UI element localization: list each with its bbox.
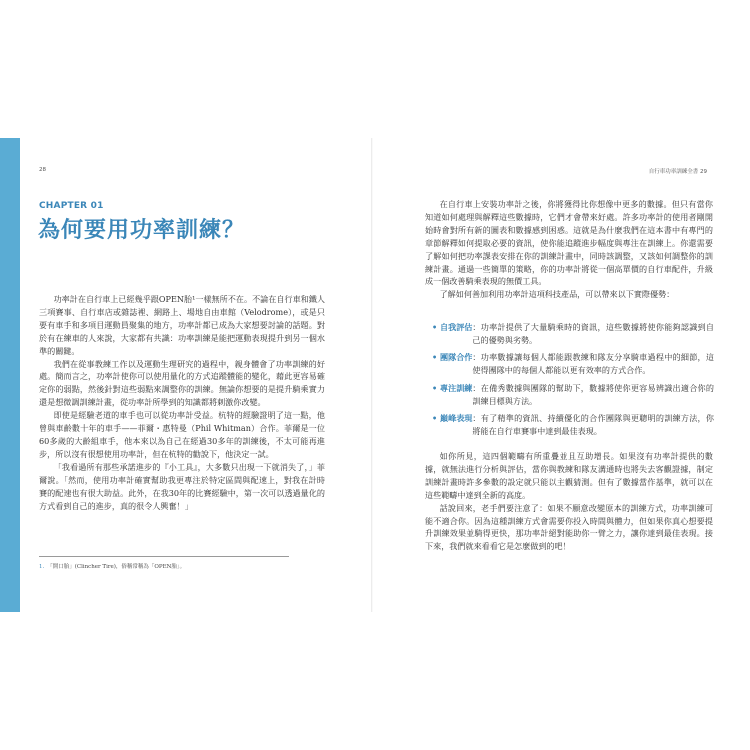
body-paragraph: 話說回來，老手們要注意了：如果不願意改變原本的訓練方式，功率訓練可能不適合你。因為這種訓練方式會需要你投入時間與體力，但如果你真心想要提升訓練效果並騎得更快，那功率計絕對能助你一臂之力，讓你達到最佳表現。接下來，我們就來看看它是怎麼做到的吧！: [425, 502, 713, 552]
list-item-term: 團隊合作: [440, 352, 473, 363]
body-paragraph: 功率計在自行車上已經幾乎跟OPEN胎¹一樣無所不在。不論在自行車和鐵人三項賽事、自行車店或雜誌裡、網路上、場地自由車館（Velodrome），或是只要有車手和多項目運動員聚集的地方，功率計都已成為大家想要討論的話題。對於有在練車的人來說，大家都有共識：功率訓練是能把運動表現提升到另一個水準的關鍵。: [39, 294, 325, 356]
bullet-icon: •: [432, 322, 438, 332]
left-body-text: [39, 293, 325, 512]
footnote-text: 「開口胎」(Clincher Tire)，俗稱常稱為「OPEN胎」。: [47, 564, 186, 570]
body-paragraph: 在自行車上安裝功率計之後，你將獲得比你想像中更多的數據。但只有當你知道如何處理與解釋這些數據時，它們才會帶來好處。許多功率計的使用者剛開始時會對所有新的圖表和數據感到困惑。這就是為什麼我們在這本書中有專門的章節解釋如何提取必要的資訊，使你能追蹤進步幅度與專注在訓練上。你還需要了解如何把功率課表安排在你的訓練計畫中，同時該調整，又該如何調整你的訓練計畫。通過一些簡單的策略，你的功率計將從一個高單價的自行車配件，升級成一個改善騎乘表現的無價工具。: [425, 199, 713, 287]
list-item: [432, 412, 714, 438]
footnote: [39, 562, 185, 570]
chapter-title: 為何要用功率訓練？: [38, 218, 246, 243]
list-item-description: ：在備秀數據與團隊的幫助下，數據將使你更容易辨識出適合你的訓練目標與方法。: [472, 382, 714, 406]
list-item-description: ：功率數據讓每個人都能跟教練和隊友分享騎車過程中的細節，這使得團隊中的每個人都能以更有效率的方式合作。: [472, 352, 714, 376]
body-paragraph: 即使是經驗老道的車手也可以從功率計受益。杭特的經驗證明了這一點，他曾與車齡數十年的車手——菲爾・惠特曼（Phil Whitman）合作。菲爾是一位60多歲的大齡組車手，他本來以為自己在經過30多年的訓練後，不太可能再進步，所以沒有很想使用功率計，但在杭特的勸說下，他決定一試。: [39, 410, 325, 459]
right-running-header: 自行車功率訓練全書 29: [648, 169, 707, 175]
body-paragraph: 了解如何善加利用功率計這項科技產品，可以帶來以下實際優勢：: [439, 289, 675, 300]
chapter-label: CHAPTER 01: [39, 201, 104, 211]
bullet-icon: •: [432, 382, 438, 393]
list-item: [432, 382, 714, 408]
list-item-term: 巔峰表現: [440, 412, 473, 423]
left-page-number: 28: [39, 167, 46, 173]
list-item-description: ：功率計提供了大量騎乘時的資訊，這些數據將使你能夠認識到自己的優勢與劣勢。: [472, 322, 714, 345]
right-closing-text: [425, 450, 713, 553]
page-edge-color-strip: [0, 138, 20, 612]
right-intro-text: [425, 198, 713, 301]
book-gutter: [371, 138, 373, 612]
list-item-term: 自我評估: [440, 322, 473, 332]
advantages-list: [432, 321, 714, 442]
list-item-term: 專注訓練: [440, 382, 473, 393]
list-item-description: ：有了精準的資訊、持續優化的合作團隊與更聰明的訓練方法，你將能在自行車賽事中達到最佳表現。: [472, 412, 714, 436]
list-item: [432, 321, 714, 347]
list-item: [432, 351, 714, 377]
body-paragraph: 我們在從事教練工作以及運動生理研究的過程中，親身體會了功率訓練的好處。簡而言之，功率計使你可以使用量化的方式追蹤體能的變化，藉此更容易確定你的弱點，然後針對這些弱點來調整你的訓練。無論你想要的是提升騎乘實力還是想微調訓練計畫，從功率計所學到的知識都將刺激你改變。: [39, 358, 325, 408]
footnote-divider: [39, 556, 289, 557]
footnote-number: 1.: [39, 564, 45, 570]
bullet-icon: •: [432, 352, 438, 363]
bullet-icon: •: [432, 412, 438, 423]
body-paragraph: 如你所見，這四個範疇有所重疊並且互助增長。如果沒有功率計提供的數據，就無法進行分析與評估，當你與教練和隊友溝通時也將失去客觀證據，制定訓練計畫時許多參數的設定就只能以主觀猜測。但有了數據當作基準，就可以在這些範疇中達到全新的高度。: [425, 451, 713, 500]
body-paragraph: 「我看過所有那些承諾進步的『小工具』，大多數只出現一下就消失了，」菲爾說。「然而，使用功率計確實幫助我更專注於特定區間與配速上，對我在計時賽的配速也有很大助益。此外，在我30年的比賽經驗中，第一次可以透過量化的方式看到自己的進步，真的很令人興奮！」: [39, 461, 325, 511]
